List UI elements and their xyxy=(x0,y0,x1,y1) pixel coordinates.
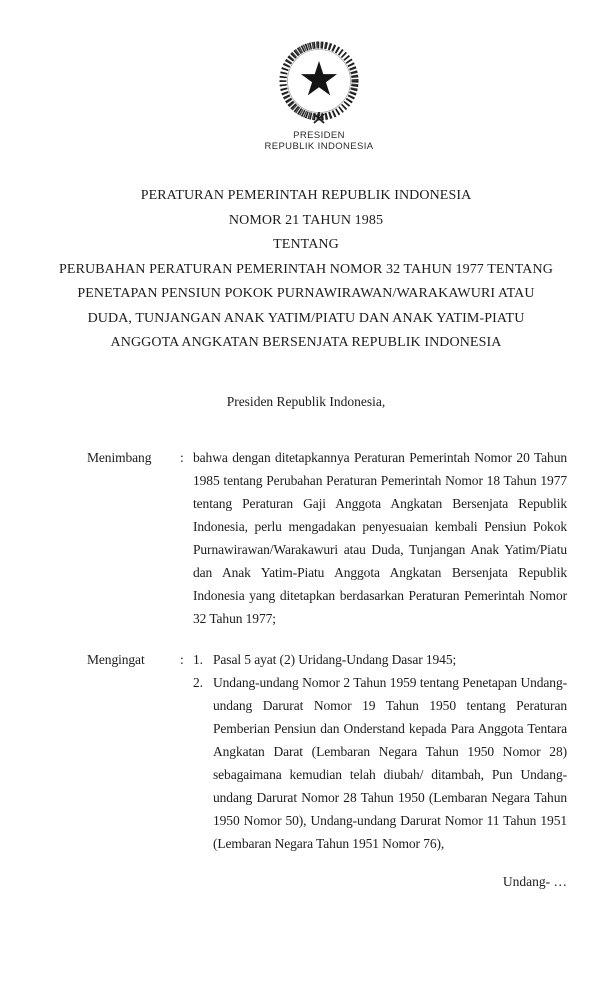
section-label-menimbang: Menimbang xyxy=(87,450,152,465)
document-body xyxy=(87,446,567,855)
letterhead xyxy=(209,130,429,152)
list-item xyxy=(193,648,567,671)
salutation: Presiden Republik Indonesia, xyxy=(226,394,386,409)
list-item-number: 1. xyxy=(193,652,203,667)
list-item-text: Pasal 5 ayat (2) Uridang-Undang Dasar 1945; xyxy=(213,652,457,667)
title-line-5: PENETAPAN PENSIUN POKOK PURNAWIRAWAN/WARAKAWURI ATAU xyxy=(77,286,535,301)
list-item-number: 2. xyxy=(193,675,203,690)
title-line-4: PERUBAHAN PERATURAN PEMERINTAH NOMOR 32 TAHUN 1977 TENTANG xyxy=(59,261,553,277)
list-item-text: Undang-undang Nomor 2 Tahun 1959 tentang Penetapan Undang-undang Darurat Nomor 19 Tahun 1950 tentang Peraturan Pemberian Pensiun dan Onderstand kepada Para Anggota Tentara Angkatan Darat (Lembaran Negara Tahun 1950 Nomor 28) sebagaimana kemudian telah diubah/ ditambah, Pun Undang-undang Darurat Nomor 28 Tahun 1950 (Lembaran Negara Tahun 1950 Nomor 50), Undang-undang Darurat Nomor 11 Tahun 1951 (Lembaran Negara Tahun 1951 Nomor 76), xyxy=(213,675,567,851)
presidential-emblem xyxy=(269,36,369,132)
letterhead-line-republik-indonesia: REPUBLIK INDONESIA xyxy=(264,141,374,152)
section-colon: : xyxy=(180,652,184,667)
title-line-3: TENTANG xyxy=(273,237,339,252)
section-body-menimbang: bahwa dengan ditetapkannya Peraturan Pemerintah Nomor 20 Tahun 1985 tentang Perubahan Peraturan Pemerintah Nomor 18 Tahun 1977 tentang Peraturan Gaji Anggota Angkatan Bersenjata Republik Indonesia, perlu mengadakan penyesuaian kembali Pensiun Pokok Purnawirawan/Warakawuri atau Duda, Tunjangan Anak Yatim/Piatu dan Anak Yatim-Piatu Anggota Angkatan Bersenjata Republik Indonesia yang ditetapkan berdasarkan Peraturan Pemerintah Nomor 32 Tahun 1977; xyxy=(193,450,567,626)
section-body-mengingat xyxy=(193,648,567,855)
star-icon xyxy=(301,61,337,95)
section-mengingat xyxy=(87,648,567,855)
title-line-6: DUDA, TUNJANGAN ANAK YATIM/PIATU DAN ANAK YATIM-PIATU xyxy=(87,310,525,326)
catchword: Undang- … xyxy=(502,874,567,889)
section-label-mengingat: Mengingat xyxy=(87,652,145,667)
regulation-title xyxy=(40,184,572,356)
letterhead-line-presiden: PRESIDEN xyxy=(293,130,345,141)
title-line-2: NOMOR 21 TAHUN 1985 xyxy=(228,212,384,228)
title-line-7: ANGGOTA ANGKATAN BERSENJATA REPUBLIK INDONESIA xyxy=(110,335,502,350)
title-line-1: PERATURAN PEMERINTAH REPUBLIK INDONESIA xyxy=(140,188,472,203)
list-item xyxy=(193,671,567,855)
section-colon: : xyxy=(180,450,184,465)
section-menimbang xyxy=(87,446,567,630)
